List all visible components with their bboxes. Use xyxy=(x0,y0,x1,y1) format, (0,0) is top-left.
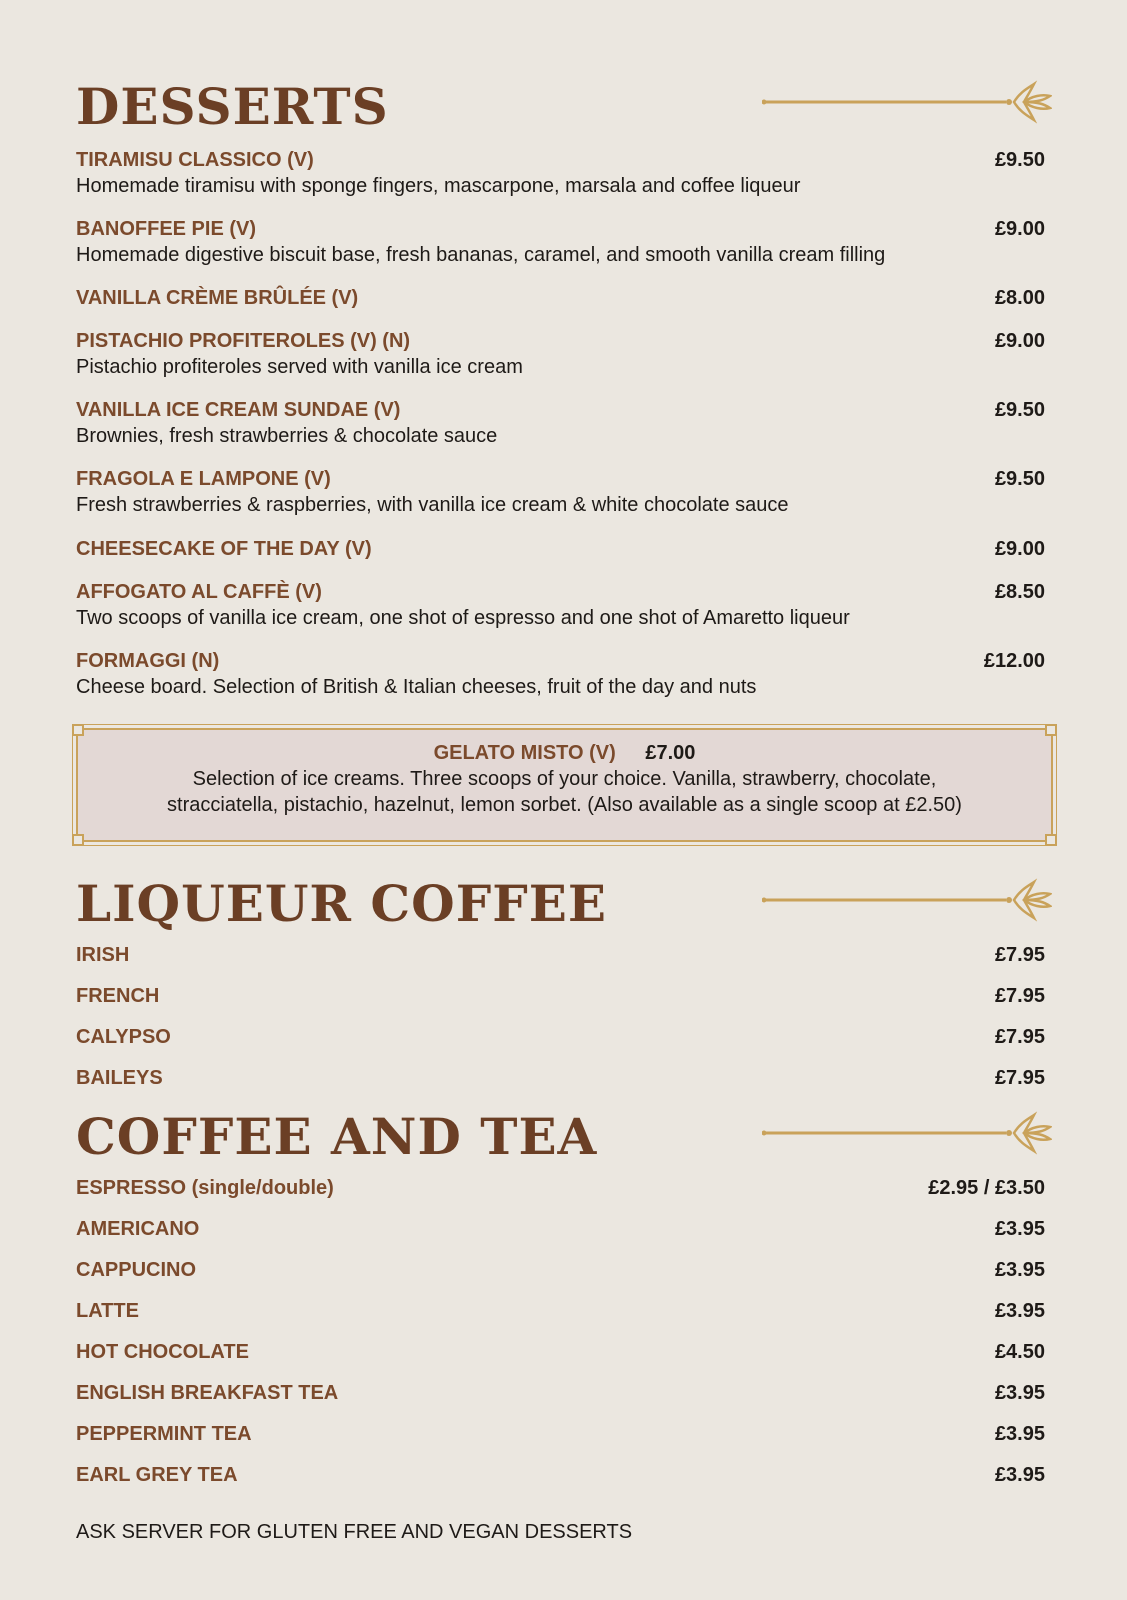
menu-item-price: £7.95 xyxy=(994,1026,1045,1048)
menu-item-description: Brownies, fresh strawberries & chocolate sauce xyxy=(76,425,498,447)
gelato-description-line-1: Selection of ice creams. Three scoops of your choice. Vanilla, strawberry, chocolate, xyxy=(192,768,937,790)
box-corner xyxy=(72,834,84,846)
menu-item-price: £8.00 xyxy=(994,287,1045,309)
menu-item-description: Pistachio profiteroles served with vanilla ice cream xyxy=(76,356,523,378)
gelato-feature-box xyxy=(76,728,1053,842)
menu-item-name: AFFOGATO AL CAFFÈ (V) xyxy=(76,581,322,603)
menu-item-name: PEPPERMINT TEA xyxy=(76,1423,252,1445)
menu-item-description: Fresh strawberries & raspberries, with vanilla ice cream & white chocolate sauce xyxy=(76,494,789,516)
menu-item-name: VANILLA CRÈME BRÛLÉE (V) xyxy=(76,287,359,309)
gelato-header xyxy=(78,740,1051,766)
menu-item-name: FORMAGGI (N) xyxy=(76,650,220,672)
menu-item-price: £12.00 xyxy=(983,650,1045,672)
menu-item-price: £3.95 xyxy=(994,1382,1045,1404)
menu-item-price: £3.95 xyxy=(994,1423,1045,1445)
menu-item-price: £3.95 xyxy=(994,1259,1045,1281)
menu-item-price: £3.95 xyxy=(994,1300,1045,1322)
menu-item-name: TIRAMISU CLASSICO (V) xyxy=(76,149,314,171)
menu-item-name: VANILLA ICE CREAM SUNDAE (V) xyxy=(76,399,401,421)
gelato-description-line-2: stracciatella, pistachio, hazelnut, lemon sorbet. (Also available as a single scoop at £2.50) xyxy=(167,794,962,816)
menu-item-price: £9.50 xyxy=(994,468,1045,490)
box-corner xyxy=(1045,834,1057,846)
menu-item-price: £3.95 xyxy=(994,1218,1045,1240)
gold-flourish-icon xyxy=(762,78,1052,126)
menu-item-description: Homemade tiramisu with sponge fingers, mascarpone, marsala and coffee liqueur xyxy=(76,175,801,197)
menu-item-description: Homemade digestive biscuit base, fresh bananas, caramel, and smooth vanilla cream filling xyxy=(76,244,886,266)
menu-item-name: FRENCH xyxy=(76,985,160,1007)
menu-item-price: £9.00 xyxy=(994,218,1045,240)
menu-item-name: CAPPUCINO xyxy=(76,1259,197,1281)
menu-item-description: Two scoops of vanilla ice cream, one shot of espresso and one shot of Amaretto liqueur xyxy=(76,607,850,629)
gold-flourish-icon xyxy=(762,876,1052,924)
footer-note: ASK SERVER FOR GLUTEN FREE AND VEGAN DESSERTS xyxy=(76,1521,633,1543)
gelato-price: £7.00 xyxy=(645,742,696,764)
menu-item-name: AMERICANO xyxy=(76,1218,200,1240)
menu-item-name: IRISH xyxy=(76,944,130,966)
menu-item-name: EARL GREY TEA xyxy=(76,1464,238,1486)
menu-item-price: £9.00 xyxy=(994,330,1045,352)
menu-item-name: ESPRESSO (single/double) xyxy=(76,1177,334,1199)
menu-item-name: HOT CHOCOLATE xyxy=(76,1341,249,1363)
coffee-and-tea-heading: COFFEE AND TEA xyxy=(76,1107,598,1166)
menu-item-price: £4.50 xyxy=(994,1341,1045,1363)
menu-item-name: LATTE xyxy=(76,1300,139,1322)
menu-item-name: BANOFFEE PIE (V) xyxy=(76,218,257,240)
desserts-heading: DESSERTS xyxy=(76,77,389,136)
menu-item-price: £3.95 xyxy=(994,1464,1045,1486)
menu-item-price: £9.50 xyxy=(994,399,1045,421)
menu-item-name: CALYPSO xyxy=(76,1026,171,1048)
menu-item-name: BAILEYS xyxy=(76,1067,163,1089)
menu-item-price: £2.95 / £3.50 xyxy=(928,1177,1045,1199)
menu-item-price: £7.95 xyxy=(994,1067,1045,1089)
menu-item-price: £7.95 xyxy=(994,985,1045,1007)
gold-flourish-icon xyxy=(762,1109,1052,1157)
menu-item-price: £8.50 xyxy=(994,581,1045,603)
menu-item-price: £9.50 xyxy=(994,149,1045,171)
menu-item-name: FRAGOLA E LAMPONE (V) xyxy=(76,468,331,490)
box-corner xyxy=(1045,724,1057,736)
gelato-name: GELATO MISTO (V) xyxy=(433,742,616,764)
liqueur-coffee-heading: LIQUEUR COFFEE xyxy=(76,874,607,933)
menu-item-name: PISTACHIO PROFITEROLES (V) (N) xyxy=(76,330,411,352)
menu-item-price: £7.95 xyxy=(994,944,1045,966)
menu-item-name: CHEESECAKE OF THE DAY (V) xyxy=(76,538,372,560)
menu-item-price: £9.00 xyxy=(994,538,1045,560)
menu-item-description: Cheese board. Selection of British & Italian cheeses, fruit of the day and nuts xyxy=(76,676,757,698)
box-corner xyxy=(72,724,84,736)
menu-item-name: ENGLISH BREAKFAST TEA xyxy=(76,1382,339,1404)
